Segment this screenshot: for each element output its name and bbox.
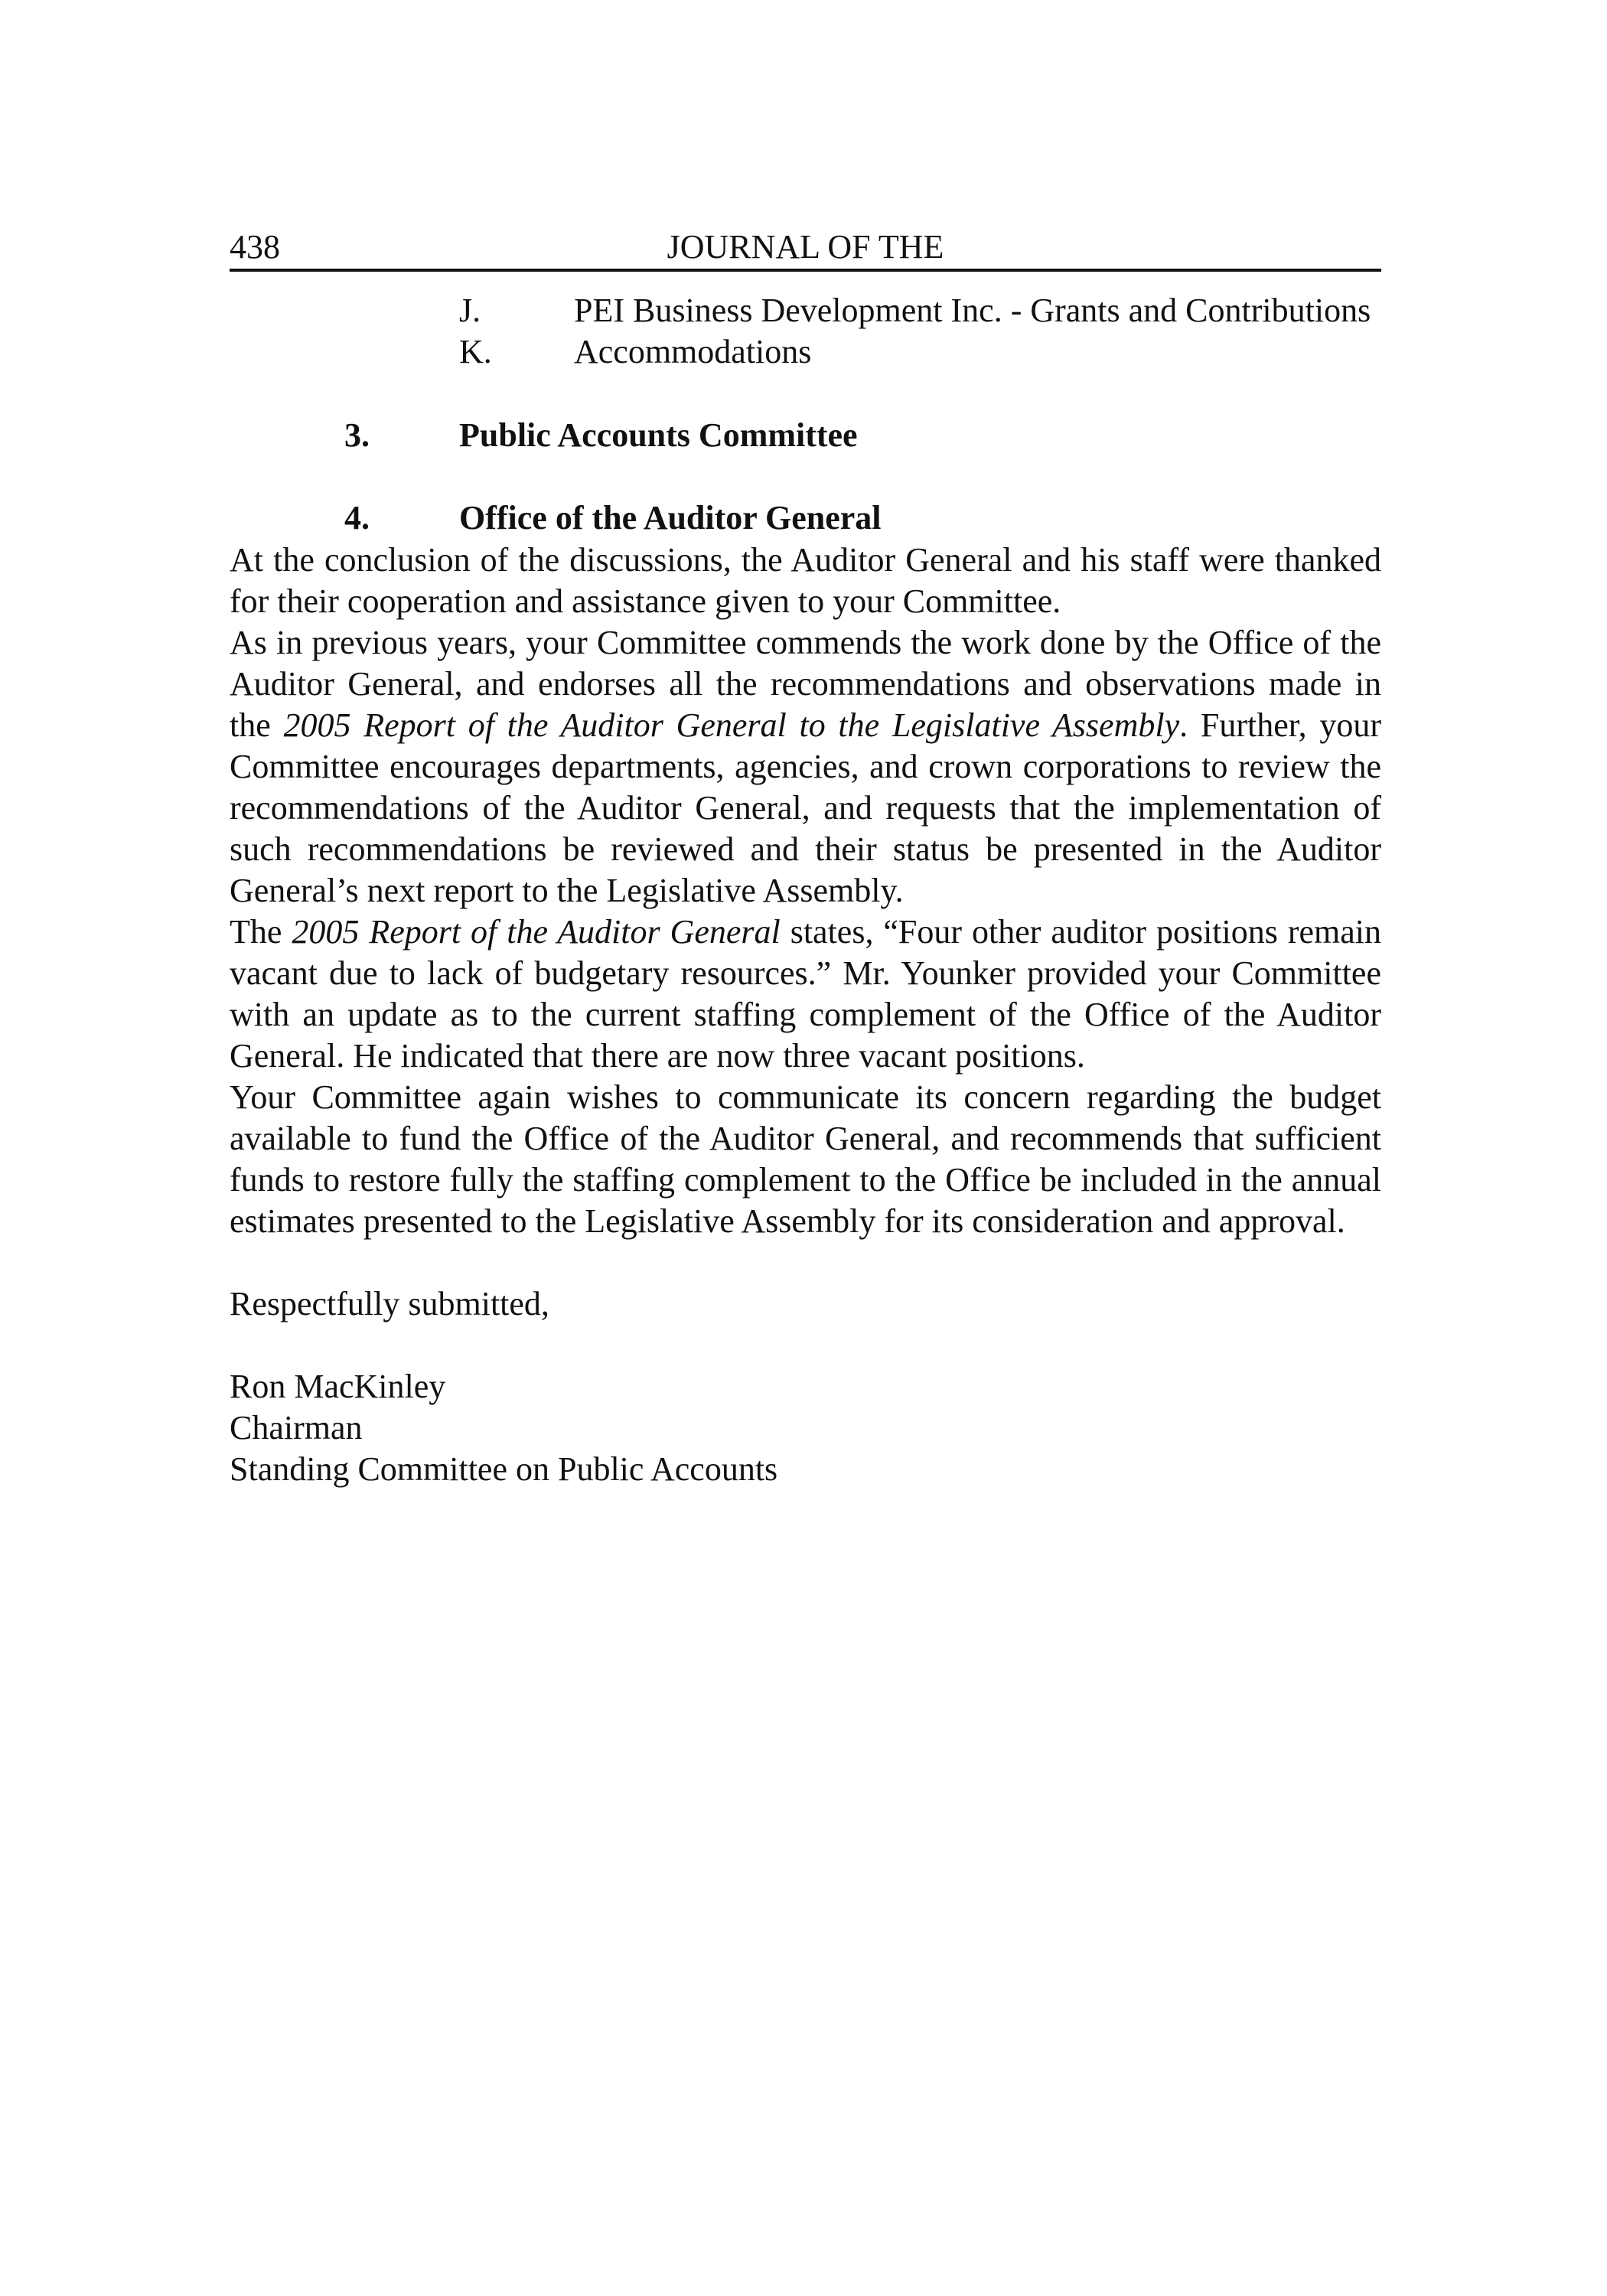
section-number: 3.	[344, 416, 370, 454]
section-heading-public-accounts	[230, 414, 1381, 457]
sub-item-letter: J.	[459, 292, 481, 329]
paragraph-text: states, “Four other auditor positions remain vacant due to lack of budgetary resources.” Mr. Younker provided your Committee with an update as to the current staffing complement of the Office of the Auditor General. He indicated that there are now three vacant positions.	[230, 913, 1381, 1075]
sub-item-text: Accommodations	[574, 333, 812, 370]
running-head	[230, 226, 1381, 272]
signatory-committee: Standing Committee on Public Accounts	[230, 1450, 778, 1488]
signatory-position: Chairman	[230, 1409, 363, 1446]
sub-item-text: PEI Business Development Inc. - Grants and Contributions	[574, 292, 1371, 329]
closing-line: Respectfully submitted,	[230, 1285, 549, 1322]
page-number: 438	[230, 228, 280, 266]
report-title: 2005 Report of the Auditor General	[292, 913, 781, 951]
sub-item-j	[230, 290, 1381, 331]
paragraph-text: The	[230, 913, 292, 951]
paragraph-text: . Further, your Committee encourages departments, agencies, and crown corporations to review the recommendations of the Auditor General, and requests that the implementation of such recommendations be reviewed and their status be presented in the Auditor General’s next report to the Legislative Assembly.	[230, 706, 1382, 909]
paragraph-conclusion: At the conclusion of the discussions, the Auditor General and his staff were thanked for their cooperation and assistance given to your Committee.	[230, 541, 1381, 620]
section-title: Public Accounts Committee	[459, 416, 858, 454]
section-heading-auditor-general	[230, 497, 1381, 540]
sub-item-letter: K.	[459, 333, 492, 370]
signature-block	[230, 1366, 1381, 1490]
report-title: 2005 Report of the Auditor General to the Legislative Assembly	[283, 706, 1180, 744]
sub-item-k	[230, 331, 1381, 373]
paragraph-commendation	[230, 622, 1381, 912]
journal-title: JOURNAL OF THE	[667, 228, 944, 266]
section-number: 4.	[344, 499, 370, 536]
paragraph-text: As in previous years, your Committee commends the work done by the Office of the Auditor General, and endorses all the recommendations and observations made in the	[230, 624, 1381, 744]
journal-page	[230, 226, 1381, 1490]
paragraph-vacancies	[230, 912, 1381, 1077]
signatory-name: Ron MacKinley	[230, 1368, 446, 1405]
sub-item-list	[230, 290, 1381, 373]
paragraph-budget-concern: Your Committee again wishes to communicate its concern regarding the budget available to fund the Office of the Auditor General, and recommends that sufficient funds to restore fully the staffing complement to the Office be included in the annual estimates presented to the Legislative Assembly for its consideration and approval.	[230, 1078, 1381, 1240]
section-title: Office of the Auditor General	[459, 499, 882, 536]
